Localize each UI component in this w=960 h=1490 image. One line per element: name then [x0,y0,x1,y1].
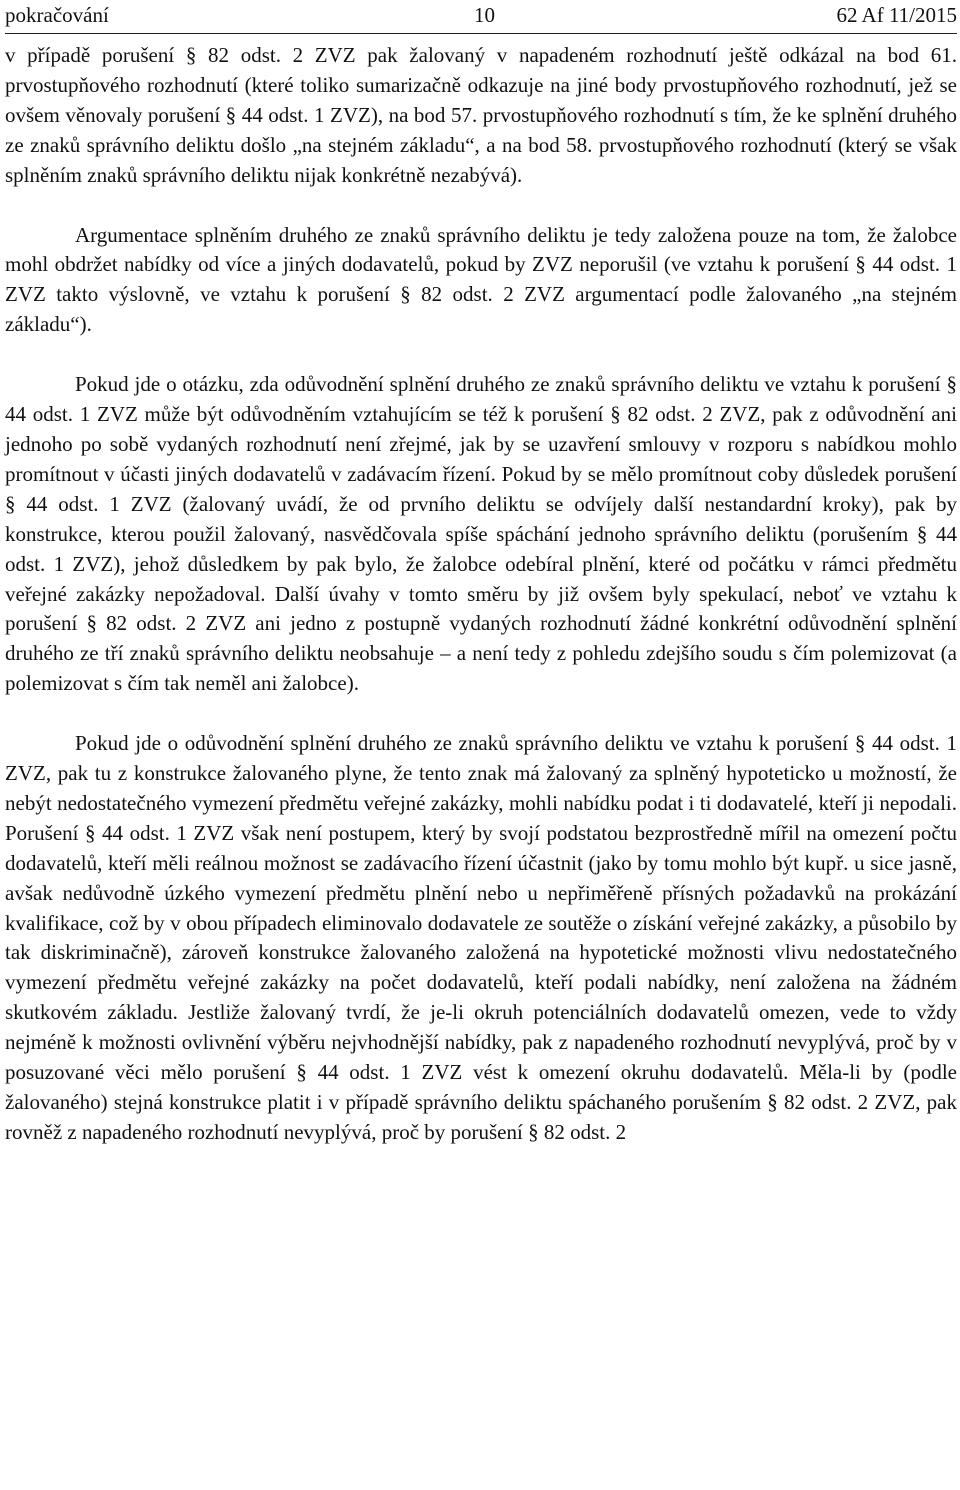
document-page [5,0,957,1148]
paragraph-4: Pokud jde o odůvodnění splnění druhého ze znaků správního deliktu ve vztahu k porušení § 44 odst. 1 ZVZ, pak tu z konstrukce žalovaného plyne, že tento znak má žalovaný za splněný hypoteticko u možností, že nebýt nedostatečného vymezení předmětu veřejné zakázky, mohli nabídku podat i ti dodavatelé, kteří ji nepodali. Porušení § 44 odst. 1 ZVZ však není postupem, který by svojí podstatou bezprostředně mířil na omezení počtu dodavatelů, kteří měli reálnou možnost se zadávacího řízení účastnit (jako by tomu mohlo být kupř. u sice jasně, avšak nedůvodně úzkého vymezení předmětu plnění nebo u nepřiměřeně přísných požadavků na prokázání kvalifikace, což by v obou případech eliminovalo dodavatele ze soutěže o získání veřejné zakázky, a působilo by tak diskriminačně), zároveň konstrukce žalovaného založená na hypotetické možnosti vlivu nedostatečného vymezení předmětu veřejné zakázky na počet dodavatelů, kteří podali nabídky, není založena na žádném skutkovém základu. Jestliže žalovaný tvrdí, že je-li okruh potenciálních dodavatelů omezen, vede to vždy nejméně k možnosti ovlivnění výběru nejvhodnější nabídky, pak z napadeného rozhodnutí nevyplývá, proč by v posuzované věci mělo porušení § 44 odst. 1 ZVZ vést k omezení okruhu dodavatelů. Měla-li by (podle žalovaného) stejná konstrukce platit i v případě správního deliktu spáchaného porušením § 82 odst. 2 ZVZ, pak rovněž z napadeného rozhodnutí nevyplývá, proč by porušení § 82 odst. 2 [5,731,957,1144]
paragraph-1: v případě porušení § 82 odst. 2 ZVZ pak žalovaný v napadeném rozhodnutí ještě odkázal na bod 61. prvostupňového rozhodnutí (které toliko sumarizačně odkazuje na jiné body prvostupňového rozhodnutí, jež se ovšem věnovaly porušení § 44 odst. 1 ZVZ), na bod 57. prvostupňového rozhodnutí s tím, že ke splnění druhého ze znaků správního deliktu došlo „na stejném základu“, a na bod 58. prvostupňového rozhodnutí (který se však splněním znaků správního deliktu nijak konkrétně nezabývá). [5,43,957,187]
page-number: 10 [474,3,495,27]
case-number: 62 Af 11/2015 [836,3,957,27]
header-divider [5,33,957,34]
header-continuation-label: pokračování [5,3,109,27]
page-header [5,0,957,29]
paragraph-2: Argumentace splněním druhého ze znaků správního deliktu je tedy založena pouze na tom, že žalobce mohl obdržet nabídky od více a jiných dodavatelů, pokud by ZVZ neporušil (ve vztahu k porušení § 44 odst. 1 ZVZ takto výslovně, ve vztahu k porušení § 82 odst. 2 ZVZ argumentací podle žalovaného „na stejném základu“). [5,222,957,337]
paragraph-3: Pokud jde o otázku, zda odůvodnění splnění druhého ze znaků správního deliktu ve vztahu k porušení § 44 odst. 1 ZVZ může být odůvodněním vztahujícím se též k porušení § 82 odst. 2 ZVZ, pak z odůvodnění ani jednoho po sobě vydaných rozhodnutí není zřejmé, jak by se uzavření smlouvy v rozporu s nabídkou mohlo promítnout v účasti jiných dodavatelů v zadávacím řízení. Pokud by se mělo promítnout coby důsledek porušení § 44 odst. 1 ZVZ (žalovaný uvádí, že od prvního deliktu se odvíjely další nestandardní kroky), pak by konstrukce, kterou použil žalovaný, nasvědčovala spíše spáchání jednoho správního deliktu (porušením § 44 odst. 1 ZVZ), jehož důsledkem by pak bylo, že žalobce odebíral plnění, které od počátku v rámci předmětu veřejné zakázky nepožadoval. Další úvahy v tomto směru by již ovšem byly spekulací, neboť ve vztahu k porušení § 82 odst. 2 ZVZ ani jedno z postupně vydaných rozhodnutí žádné konkrétní odůvodnění splnění druhého ze tří znaků správního deliktu neobsahuje – a není tedy z pohledu zdejšího soudu s čím polemizovat (a polemizovat s čím tak neměl ani žalobce). [5,372,957,696]
